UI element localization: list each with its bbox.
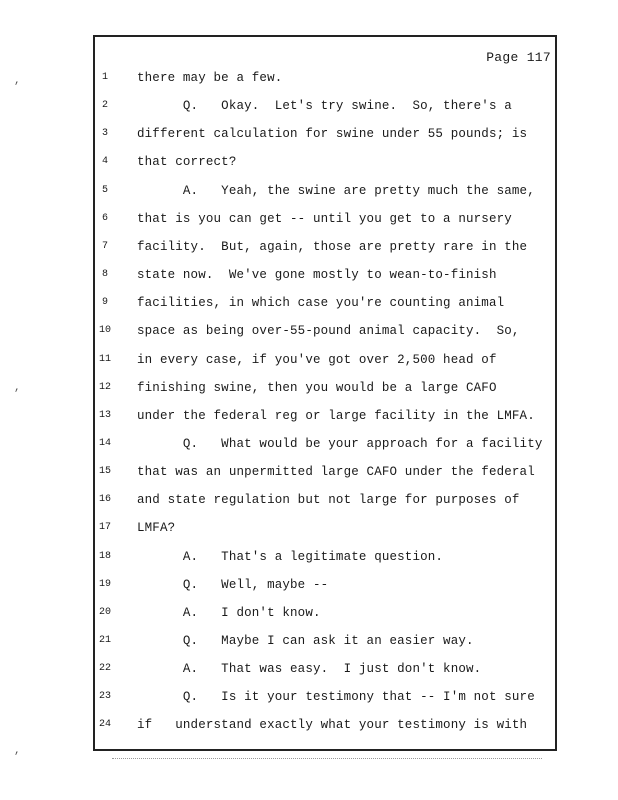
- line-number: 10: [98, 325, 111, 337]
- line-number: 12: [98, 381, 111, 393]
- line-number: 17: [98, 522, 111, 534]
- line-text: Q. What would be your approach for a facility: [137, 436, 543, 451]
- line-number: 3: [101, 128, 108, 140]
- transcript-line: [0, 631, 618, 651]
- line-number: 4: [101, 156, 108, 168]
- line-text: A. That's a legitimate question.: [137, 549, 444, 564]
- footer-rule: [112, 758, 542, 760]
- transcript-line: [0, 575, 618, 595]
- line-text: different calculation for swine under 55 pounds; is: [137, 127, 528, 142]
- line-number: 24: [98, 719, 111, 731]
- transcript-line: [0, 321, 618, 341]
- line-number: 21: [98, 635, 111, 646]
- transcript-line: [0, 237, 618, 257]
- line-text: Q. Is it your testimony that -- I'm not sure: [137, 690, 535, 705]
- line-number: 19: [98, 578, 111, 590]
- line-text: there may be a few.: [137, 71, 283, 85]
- transcript-line: [0, 350, 618, 370]
- transcript-line: [0, 124, 618, 144]
- line-text: under the federal reg or large facility in the LMFA.: [137, 408, 535, 423]
- transcript-line: [0, 96, 618, 116]
- line-number: 9: [101, 297, 108, 309]
- transcript-line: [0, 462, 618, 482]
- line-text: A. That was easy. I just don't know.: [137, 662, 482, 677]
- line-text: facility. But, again, those are pretty rare in the: [137, 239, 528, 254]
- line-text: LMFA?: [137, 521, 176, 536]
- line-text: facilities, in which case you're counting animal: [137, 296, 505, 311]
- transcript-line: [0, 518, 618, 538]
- transcript-line: [0, 490, 618, 510]
- transcript-line: [0, 293, 618, 313]
- page-number: Page 117: [486, 50, 551, 65]
- line-text: A. I don't know.: [137, 605, 321, 620]
- line-text: Q. Well, maybe --: [137, 577, 329, 592]
- transcript-line: [0, 181, 618, 201]
- margin-mark: ,: [14, 382, 21, 394]
- line-text: finishing swine, then you would be a large CAFO: [137, 380, 497, 395]
- line-text: Q. Okay. Let's try swine. So, there's a: [137, 99, 512, 114]
- transcript-line: [0, 603, 618, 623]
- transcript-line: [0, 434, 618, 454]
- line-text: if understand exactly what your testimony is with: [137, 718, 528, 733]
- line-number: 7: [101, 240, 108, 252]
- line-number: 5: [101, 184, 108, 196]
- line-text: and state regulation but not large for purposes of: [137, 493, 520, 508]
- line-text: A. Yeah, the swine are pretty much the same,: [137, 183, 535, 198]
- line-number: 20: [98, 606, 111, 618]
- margin-mark: ,: [14, 745, 21, 757]
- transcript-line: [0, 687, 618, 707]
- line-number: 23: [98, 691, 111, 703]
- line-number: 16: [98, 494, 111, 506]
- transcript-line: [0, 68, 618, 88]
- line-number: 8: [101, 269, 108, 281]
- transcript-line: [0, 378, 618, 398]
- margin-mark: ,: [14, 75, 21, 87]
- line-number: 14: [98, 437, 111, 449]
- line-number: 11: [98, 353, 111, 365]
- transcript-line: [0, 152, 618, 172]
- line-number: 13: [98, 409, 111, 421]
- line-number: 1: [101, 72, 108, 83]
- transcript-line: [0, 715, 618, 735]
- line-text: that correct?: [137, 155, 237, 170]
- line-text: state now. We've gone mostly to wean-to-finish: [137, 268, 497, 283]
- line-text: that was an unpermitted large CAFO under the federal: [137, 465, 535, 480]
- line-text: in every case, if you've got over 2,500 head of: [137, 352, 497, 367]
- transcript-line: [0, 406, 618, 426]
- line-number: 15: [98, 466, 111, 478]
- line-number: 18: [98, 550, 111, 562]
- line-text: space as being over-55-pound animal capacity. So,: [137, 324, 520, 339]
- transcript-line: [0, 547, 618, 567]
- line-number: 6: [101, 212, 108, 224]
- transcript-line: [0, 265, 618, 285]
- line-text: Q. Maybe I can ask it an easier way.: [137, 634, 474, 648]
- line-number: 2: [101, 100, 108, 112]
- line-number: 22: [98, 663, 111, 675]
- line-text: that is you can get -- until you get to a nursery: [137, 211, 512, 226]
- transcript-line: [0, 659, 618, 679]
- transcript-line: [0, 209, 618, 229]
